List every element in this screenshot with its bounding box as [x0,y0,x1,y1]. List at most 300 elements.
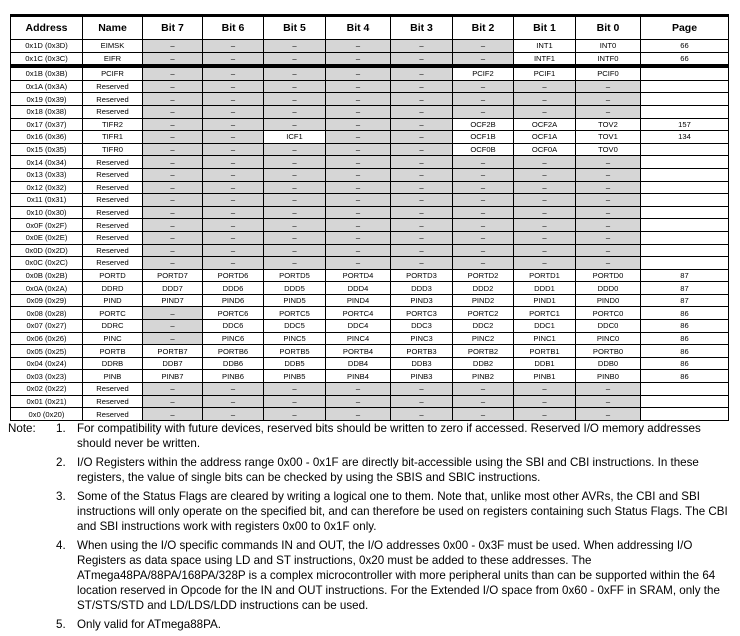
cell-bit6: – [203,143,264,156]
cell-bit4: – [326,408,391,421]
cell-bit0: DDD0 [576,282,641,295]
note-text: Only valid for ATmega88PA. [77,618,221,631]
cell-bit7: – [143,52,203,66]
cell-bit7: – [143,156,203,169]
cell-bit2: – [453,231,514,244]
cell-page: 86 [641,332,729,345]
cell-bit2: – [453,93,514,106]
cell-address: 0x10 (0x30) [11,206,83,219]
cell-bit1: PORTB1 [514,345,576,358]
cell-bit0: – [576,181,641,194]
cell-bit5: – [264,181,326,194]
cell-bit0: – [576,257,641,270]
cell-bit4: – [326,219,391,232]
cell-bit7: – [143,383,203,396]
cell-name: EIMSK [83,40,143,53]
cell-bit6: – [203,66,264,80]
cell-address: 0x17 (0x37) [11,118,83,131]
cell-bit1: DDD1 [514,282,576,295]
table-row [11,231,729,244]
cell-name: PORTD [83,269,143,282]
cell-bit1: OCF0A [514,143,576,156]
table-row [11,320,729,333]
note-item [8,489,733,534]
cell-address: 0x14 (0x34) [11,156,83,169]
header-bit2: Bit 2 [453,16,514,40]
cell-bit6: – [203,105,264,118]
cell-bit2: – [453,206,514,219]
cell-bit6: – [203,408,264,421]
table-row [11,143,729,156]
table-row [11,383,729,396]
cell-address: 0x0 (0x20) [11,408,83,421]
cell-bit7: – [143,105,203,118]
cell-bit2: – [453,181,514,194]
cell-bit3: – [391,219,453,232]
cell-bit1: – [514,219,576,232]
cell-bit4: DDB4 [326,357,391,370]
cell-bit3: – [391,168,453,181]
cell-bit0: – [576,206,641,219]
cell-bit5: – [264,383,326,396]
cell-bit0: PINB0 [576,370,641,383]
cell-name: DDRD [83,282,143,295]
cell-bit0: – [576,168,641,181]
note-item [8,421,733,451]
cell-address: 0x04 (0x24) [11,357,83,370]
cell-bit2: PORTD2 [453,269,514,282]
cell-bit6: PORTC6 [203,307,264,320]
note-text: I/O Registers within the address range 0x00 - 0x1F are directly bit-accessible using the SBI and CBI instructions. In these registers, the value of single bits can be checked by using the SBIS and SBIC instructions. [77,456,699,484]
cell-bit7: – [143,194,203,207]
cell-bit7: – [143,244,203,257]
cell-bit4: – [326,80,391,93]
cell-bit3: – [391,118,453,131]
cell-bit6: DDD6 [203,282,264,295]
table-row [11,332,729,345]
cell-bit0: – [576,93,641,106]
cell-bit3: – [391,93,453,106]
cell-page [641,156,729,169]
cell-bit4: – [326,143,391,156]
cell-address: 0x11 (0x31) [11,194,83,207]
cell-bit0: PORTD0 [576,269,641,282]
cell-bit6: – [203,257,264,270]
cell-bit4: – [326,52,391,66]
cell-name: TIFR2 [83,118,143,131]
cell-address: 0x1C (0x3C) [11,52,83,66]
cell-bit5: PINB5 [264,370,326,383]
table-row [11,370,729,383]
cell-name: Reserved [83,206,143,219]
cell-name: Reserved [83,383,143,396]
cell-page [641,244,729,257]
cell-bit1: PIND1 [514,294,576,307]
cell-bit2: – [453,168,514,181]
cell-bit3: DDB3 [391,357,453,370]
cell-name: Reserved [83,408,143,421]
cell-bit3: – [391,143,453,156]
cell-bit3: – [391,257,453,270]
cell-bit7: – [143,320,203,333]
cell-bit1: – [514,181,576,194]
cell-bit7: – [143,307,203,320]
cell-bit4: – [326,156,391,169]
notes-list [8,421,733,632]
cell-address: 0x09 (0x29) [11,294,83,307]
cell-bit1: – [514,395,576,408]
cell-bit4: PORTD4 [326,269,391,282]
cell-bit3: DDC3 [391,320,453,333]
cell-bit2: PIND2 [453,294,514,307]
header-bit6: Bit 6 [203,16,264,40]
header-bit0: Bit 0 [576,16,641,40]
cell-page: 86 [641,320,729,333]
cell-page [641,219,729,232]
note-number: 2. [56,456,66,469]
cell-bit6: DDB6 [203,357,264,370]
note-item [8,455,733,485]
cell-bit5: ICF1 [264,131,326,144]
cell-name: PORTC [83,307,143,320]
cell-page [641,143,729,156]
cell-bit1: – [514,383,576,396]
cell-name: PINC [83,332,143,345]
cell-page: 86 [641,357,729,370]
cell-bit3: PORTC3 [391,307,453,320]
cell-bit4: – [326,168,391,181]
cell-bit7: – [143,257,203,270]
cell-bit5: DDB5 [264,357,326,370]
table-row [11,66,729,80]
cell-page [641,93,729,106]
notes-label: Note: [8,422,36,435]
note-number: 5. [56,618,66,631]
cell-bit4: – [326,231,391,244]
cell-bit0: DDC0 [576,320,641,333]
cell-address: 0x18 (0x38) [11,105,83,118]
cell-bit4: – [326,93,391,106]
cell-bit3: DDD3 [391,282,453,295]
cell-bit1: – [514,93,576,106]
table-row [11,181,729,194]
cell-name: Reserved [83,257,143,270]
cell-bit3: – [391,206,453,219]
cell-bit7: – [143,66,203,80]
cell-bit5: – [264,206,326,219]
cell-bit5: DDC5 [264,320,326,333]
cell-bit3: – [391,40,453,53]
cell-bit5: – [264,257,326,270]
table-row [11,244,729,257]
cell-bit0: PIND0 [576,294,641,307]
cell-address: 0x12 (0x32) [11,181,83,194]
cell-bit5: – [264,80,326,93]
cell-bit4: PIND4 [326,294,391,307]
cell-address: 0x0B (0x2B) [11,269,83,282]
cell-page: 66 [641,52,729,66]
cell-bit3: – [391,131,453,144]
cell-bit7: DDD7 [143,282,203,295]
cell-address: 0x05 (0x25) [11,345,83,358]
cell-bit5: – [264,168,326,181]
cell-bit0: PORTB0 [576,345,641,358]
cell-bit7: – [143,231,203,244]
cell-address: 0x07 (0x27) [11,320,83,333]
cell-bit6: – [203,219,264,232]
cell-bit2: – [453,40,514,53]
cell-page [641,383,729,396]
cell-page [641,194,729,207]
cell-bit5: – [264,219,326,232]
cell-bit2: OCF0B [453,143,514,156]
cell-name: Reserved [83,181,143,194]
table-header-row [11,16,729,40]
cell-bit6: – [203,168,264,181]
header-bit7: Bit 7 [143,16,203,40]
table-row [11,357,729,370]
cell-bit2: – [453,244,514,257]
cell-bit2: – [453,105,514,118]
cell-bit4: – [326,383,391,396]
cell-bit3: PINC3 [391,332,453,345]
cell-bit3: – [391,156,453,169]
table-row [11,93,729,106]
cell-bit0: – [576,383,641,396]
header-bit5: Bit 5 [264,16,326,40]
cell-name: EIFR [83,52,143,66]
cell-bit7: – [143,206,203,219]
table-row [11,219,729,232]
notes-section [8,421,733,636]
header-name: Name [83,16,143,40]
cell-bit5: PORTC5 [264,307,326,320]
cell-bit0: – [576,408,641,421]
cell-address: 0x13 (0x33) [11,168,83,181]
cell-bit7: – [143,395,203,408]
cell-address: 0x1D (0x3D) [11,40,83,53]
cell-bit2: – [453,156,514,169]
cell-bit5: – [264,40,326,53]
cell-bit0: INTF0 [576,52,641,66]
cell-bit1: – [514,257,576,270]
cell-bit6: – [203,206,264,219]
cell-bit4: – [326,244,391,257]
cell-bit6: – [203,244,264,257]
cell-bit4: – [326,131,391,144]
cell-bit6: – [203,231,264,244]
cell-bit2: DDB2 [453,357,514,370]
cell-address: 0x16 (0x36) [11,131,83,144]
cell-address: 0x08 (0x28) [11,307,83,320]
table-row [11,80,729,93]
cell-address: 0x1A (0x3A) [11,80,83,93]
header-bit3: Bit 3 [391,16,453,40]
cell-bit1: – [514,80,576,93]
cell-bit7: – [143,118,203,131]
cell-bit6: – [203,118,264,131]
cell-bit4: – [326,105,391,118]
cell-bit3: PIND3 [391,294,453,307]
cell-bit0: TOV1 [576,131,641,144]
cell-bit5: – [264,118,326,131]
table-row [11,105,729,118]
cell-bit4: – [326,206,391,219]
cell-bit2: PORTB2 [453,345,514,358]
cell-bit1: DDB1 [514,357,576,370]
cell-bit6: – [203,395,264,408]
cell-bit3: – [391,231,453,244]
cell-bit6: PORTD6 [203,269,264,282]
cell-name: DDRB [83,357,143,370]
cell-page: 134 [641,131,729,144]
cell-page: 157 [641,118,729,131]
cell-bit1: – [514,194,576,207]
cell-bit2: – [453,219,514,232]
cell-bit7: – [143,181,203,194]
cell-page [641,105,729,118]
cell-bit0: PORTC0 [576,307,641,320]
cell-page [641,181,729,194]
cell-bit2: PCIF2 [453,66,514,80]
cell-bit2: OCF1B [453,131,514,144]
cell-bit4: – [326,181,391,194]
cell-page [641,66,729,80]
cell-bit6: – [203,93,264,106]
cell-bit5: – [264,156,326,169]
table-row [11,131,729,144]
cell-bit1: – [514,206,576,219]
cell-bit1: PORTD1 [514,269,576,282]
cell-address: 0x0D (0x2D) [11,244,83,257]
cell-page: 86 [641,345,729,358]
cell-bit5: PIND5 [264,294,326,307]
note-text: Some of the Status Flags are cleared by writing a logical one to them. Note that, unlike most other AVRs, the CBI and SBI instructions will only operate on the specified bit, and can therefore be used on registers containing such Status Flags. The CBI and SBI instructions work with registers 0x00 to 0x1F only. [77,490,728,533]
table-row [11,307,729,320]
note-text: For compatibility with future devices, reserved bits should be written to zero if accessed. Reserved I/O memory addresses should never be written. [77,422,701,450]
table-row [11,269,729,282]
table-row [11,395,729,408]
cell-bit3: – [391,194,453,207]
table-row [11,156,729,169]
cell-bit4: PORTB4 [326,345,391,358]
cell-bit2: – [453,395,514,408]
cell-bit2: OCF2B [453,118,514,131]
cell-bit7: – [143,93,203,106]
cell-page [641,206,729,219]
cell-address: 0x19 (0x39) [11,93,83,106]
cell-bit5: – [264,66,326,80]
header-address: Address [11,16,83,40]
cell-bit5: PINC5 [264,332,326,345]
cell-bit6: DDC6 [203,320,264,333]
note-number: 3. [56,490,66,503]
header-bit1: Bit 1 [514,16,576,40]
cell-bit0: – [576,219,641,232]
cell-bit1: – [514,105,576,118]
note-item [8,617,733,632]
cell-bit2: DDC2 [453,320,514,333]
cell-bit1: – [514,231,576,244]
note-number: 4. [56,539,66,552]
table-row [11,345,729,358]
cell-bit7: – [143,219,203,232]
cell-bit0: – [576,105,641,118]
cell-name: Reserved [83,244,143,257]
cell-bit3: – [391,395,453,408]
cell-bit2: PORTC2 [453,307,514,320]
cell-bit4: PINB4 [326,370,391,383]
note-number: 1. [56,422,66,435]
cell-page [641,168,729,181]
cell-bit7: DDB7 [143,357,203,370]
cell-bit3: – [391,52,453,66]
cell-bit2: – [453,52,514,66]
table-row [11,52,729,66]
cell-bit5: – [264,194,326,207]
cell-page: 86 [641,370,729,383]
cell-bit0: DDB0 [576,357,641,370]
cell-bit7: – [143,408,203,421]
cell-name: TIFR0 [83,143,143,156]
cell-bit5: – [264,93,326,106]
cell-bit2: – [453,80,514,93]
cell-name: DDRC [83,320,143,333]
cell-bit1: PINB1 [514,370,576,383]
cell-bit1: PINC1 [514,332,576,345]
cell-name: Reserved [83,105,143,118]
cell-bit0: PINC0 [576,332,641,345]
cell-bit6: – [203,80,264,93]
cell-bit4: PORTC4 [326,307,391,320]
cell-bit0: INT0 [576,40,641,53]
cell-bit1: OCF2A [514,118,576,131]
cell-page [641,80,729,93]
cell-bit6: – [203,40,264,53]
cell-bit1: PCIF1 [514,66,576,80]
cell-bit3: – [391,181,453,194]
cell-bit0: TOV2 [576,118,641,131]
cell-bit5: – [264,408,326,421]
cell-bit4: – [326,118,391,131]
cell-name: Reserved [83,219,143,232]
cell-bit3: – [391,66,453,80]
cell-page [641,231,729,244]
cell-bit7: – [143,332,203,345]
cell-page: 87 [641,282,729,295]
register-summary-table [10,14,729,421]
cell-bit7: – [143,143,203,156]
cell-bit2: PINC2 [453,332,514,345]
cell-bit4: PINC4 [326,332,391,345]
cell-page: 66 [641,40,729,53]
cell-bit2: – [453,408,514,421]
cell-bit5: – [264,105,326,118]
cell-bit1: – [514,408,576,421]
cell-bit1: – [514,168,576,181]
table-row [11,257,729,270]
table-row [11,294,729,307]
cell-name: Reserved [83,93,143,106]
cell-address: 0x0F (0x2F) [11,219,83,232]
cell-bit0: PCIF0 [576,66,641,80]
cell-bit2: DDD2 [453,282,514,295]
cell-name: PINB [83,370,143,383]
cell-address: 0x15 (0x35) [11,143,83,156]
cell-name: Reserved [83,156,143,169]
table-row [11,194,729,207]
cell-page [641,395,729,408]
